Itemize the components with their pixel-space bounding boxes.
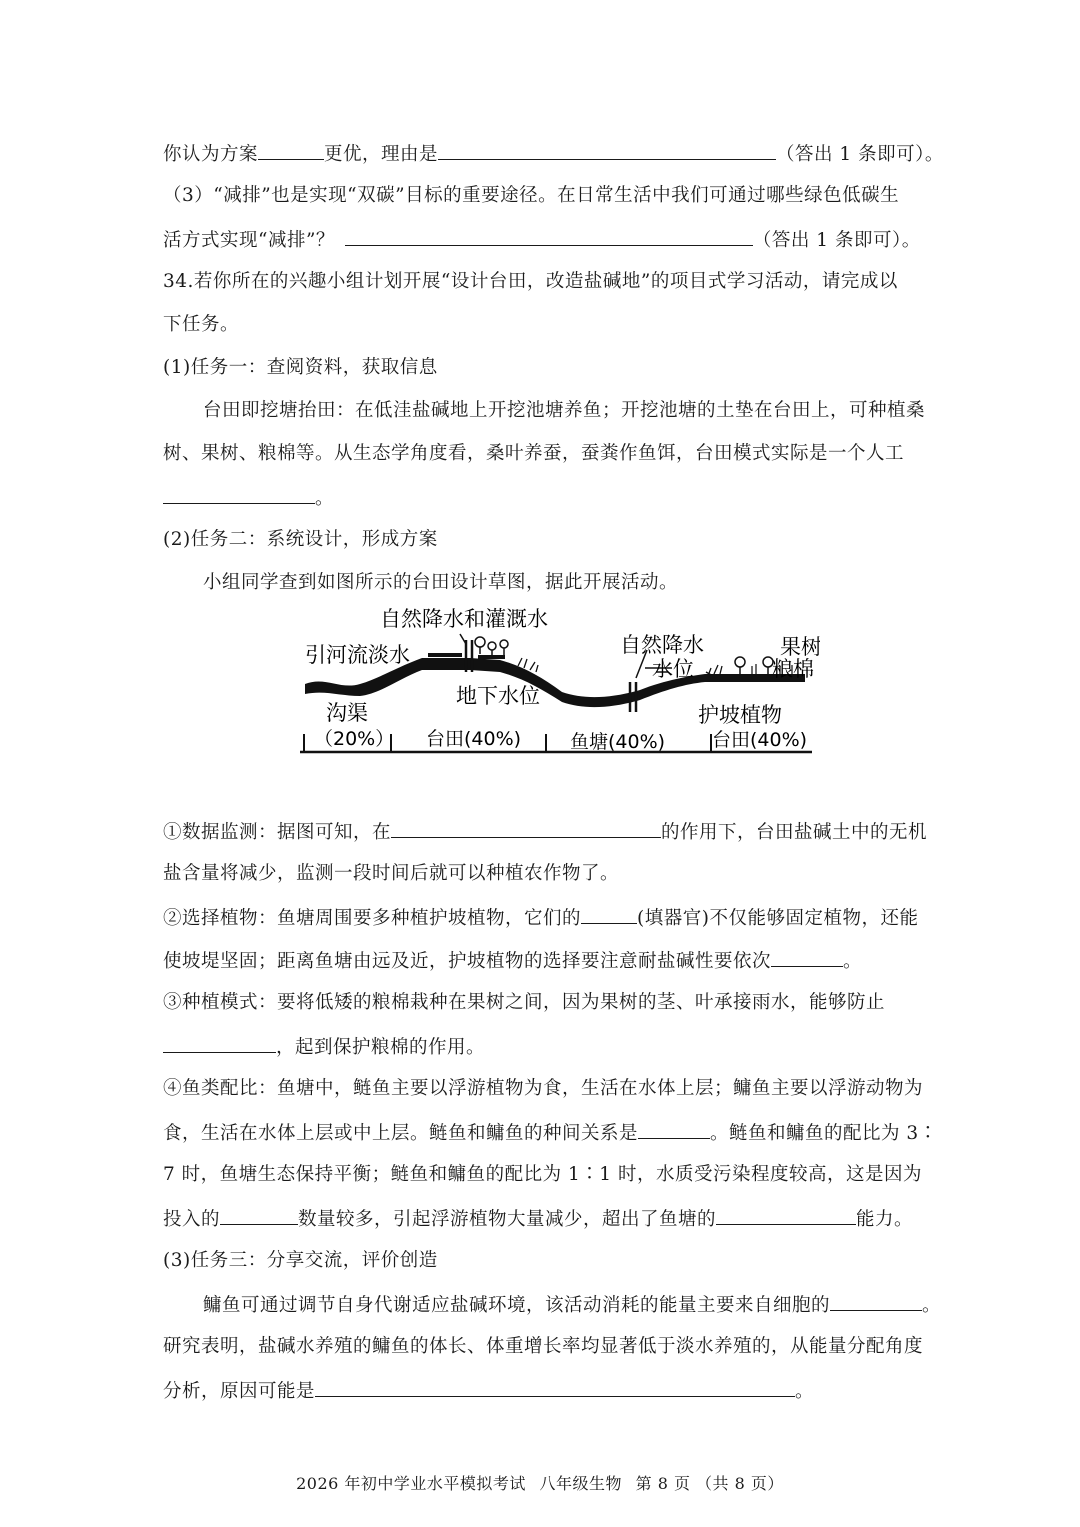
- text-line: 分析，原因可能是 。: [163, 1377, 923, 1405]
- answer-blank[interactable]: [163, 484, 315, 504]
- label-ditch: 沟渠: [326, 701, 368, 725]
- terrace-design-diagram: [300, 600, 820, 760]
- text-line: 活方式实现“减排”？ （答出 1 条即可）。: [163, 226, 923, 254]
- text-line: 使坡堤坚固；距离鱼塘由远及近，护坡植物的选择要注意耐盐碱性要依次 。: [163, 947, 923, 975]
- label-ditch-pct: （20%）: [314, 728, 395, 750]
- answer-blank[interactable]: [438, 140, 776, 160]
- answer-blank[interactable]: [716, 1205, 856, 1225]
- label-rain-irrigation: 自然降水和灌溉水: [380, 607, 548, 631]
- footer-page-number: 第 8 页 （共 8 页）: [635, 1474, 784, 1493]
- text-line: 小组同学查到如图所示的台田设计草图，据此开展活动。: [203, 572, 679, 593]
- footer-subject: 八年级生物: [539, 1474, 623, 1493]
- text-line: 7 时，鱼塘生态保持平衡；鲢鱼和鳙鱼的配比为 1∶1 时，水质受污染程度较高，这是因为: [163, 1164, 922, 1185]
- text-line: 鳙鱼可通过调节自身代谢适应盐碱环境，该活动消耗的能量主要来自细胞的 。: [203, 1291, 963, 1319]
- answer-blank[interactable]: [771, 947, 843, 967]
- answer-blank[interactable]: [830, 1291, 922, 1311]
- answer-blank[interactable]: [220, 1205, 298, 1225]
- task-3-heading: (3)任务三：分享交流，评价创造: [163, 1250, 438, 1271]
- label-platform-2: 台田(40%): [712, 729, 808, 751]
- text-line: 。: [163, 484, 923, 512]
- text-line: 你认为方案 更优，理由是 （答出 1 条即可）。: [163, 140, 923, 168]
- label-groundwater: 地下水位: [456, 684, 540, 708]
- text-line: ②选择植物：鱼塘周围要多种植护坡植物，它们的 (填器官)不仅能够固定植物，还能: [163, 904, 923, 932]
- answer-blank[interactable]: [391, 818, 661, 838]
- question-34: 34.若你所在的兴趣小组计划开展“设计台田，改造盐碱地”的项目式学习活动，请完成以: [163, 271, 898, 292]
- label-water-level: 水位: [652, 657, 694, 681]
- label-fruit: 果树: [780, 635, 820, 659]
- answer-blank[interactable]: [163, 1033, 276, 1053]
- answer-blank[interactable]: [581, 904, 637, 924]
- text-line: ④鱼类配比：鱼塘中，鲢鱼主要以浮游植物为食，生活在水体上层；鳙鱼主要以浮游动物为: [163, 1078, 924, 1099]
- answer-blank[interactable]: [345, 226, 753, 246]
- text-line: ③种植模式：要将低矮的粮棉栽种在果树之间，因为果树的茎、叶承接雨水，能够防止: [163, 992, 886, 1013]
- text-line: 下任务。: [163, 314, 240, 335]
- answer-blank[interactable]: [638, 1119, 710, 1139]
- label-rain: 自然降水: [620, 633, 704, 657]
- footer-exam-title: 2026 年初中学业水平模拟考试: [296, 1474, 526, 1493]
- task-1-heading: (1)任务一：查阅资料，获取信息: [163, 357, 438, 378]
- label-pond: 鱼塘(40%): [570, 731, 666, 753]
- answer-blank[interactable]: [258, 140, 324, 160]
- label-platform-1: 台田(40%): [426, 728, 522, 750]
- text-line: （3）“减排”也是实现“双碳”目标的重要途径。在日常生活中我们可通过哪些绿色低碳生: [163, 185, 900, 206]
- text-line: ①数据监测：据图可知，在 的作用下，台田盐碱土中的无机: [163, 818, 923, 846]
- text-line: 台田即挖塘抬田：在低洼盐碱地上开挖池塘养鱼；开挖池塘的土垫在台田上，可种植桑: [203, 400, 926, 421]
- text-line: 研究表明，盐碱水养殖的鳙鱼的体长、体重增长率均显著低于淡水养殖的，从能量分配角度: [163, 1336, 924, 1357]
- text-line: 食，生活在水体上层或中上层。鲢鱼和鳙鱼的种间关系是 。鲢鱼和鳙鱼的配比为 3∶: [163, 1119, 923, 1147]
- label-river: 引河流淡水: [305, 643, 410, 667]
- label-slope-plants: 护坡植物: [698, 703, 782, 727]
- page-footer: [0, 1473, 1080, 1495]
- task-2-heading: (2)任务二：系统设计，形成方案: [163, 529, 438, 550]
- text-line: ，起到保护粮棉的作用。: [163, 1033, 923, 1061]
- text-line: 盐含量将减少，监测一段时间后就可以种植农作物了。: [163, 863, 620, 884]
- label-grain: 粮棉: [772, 657, 814, 681]
- text-line: 投入的 数量较多，引起浮游植物大量减少，超出了鱼塘的 能力。: [163, 1205, 923, 1233]
- text-line: 树、果树、粮棉等。从生态学角度看，桑叶养蚕，蚕粪作鱼饵，台田模式实际是一个人工: [163, 443, 905, 464]
- answer-blank[interactable]: [315, 1377, 795, 1397]
